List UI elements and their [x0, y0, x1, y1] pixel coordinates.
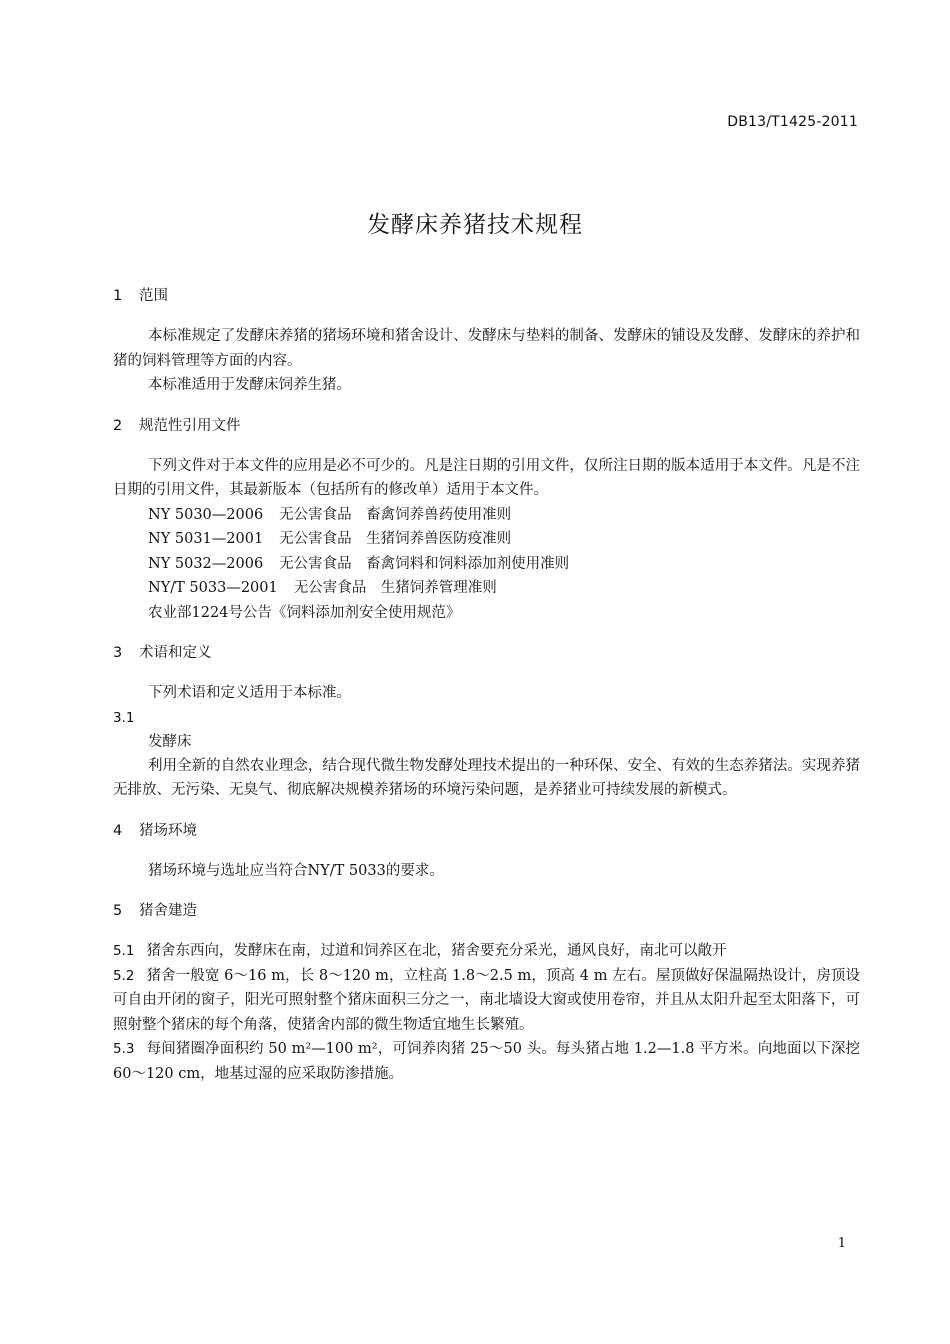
page-number: 1	[837, 1236, 846, 1251]
term-definition: 利用全新的自然农业理念，结合现代微生物发酵处理技术提出的一种环保、安全、有效的生态养猪法。实现养猪无排放、无污染、无臭气、彻底解决规模养猪场的环境污染问题，是养猪业可持续发展的新模式。	[113, 757, 860, 798]
clause-text: 每间猪圈净面积约 50 m²—100 m²，可饲养肉猪 25～50 头。每头猪占地 1.2—1.8 平方米。向地面以下深挖 60～120 cm，地基过湿的应采取防渗措施。	[113, 1041, 860, 1082]
section-number: 3	[113, 645, 123, 661]
section-title: 术语和定义	[139, 645, 212, 661]
section-title: 规范性引用文件	[139, 417, 241, 434]
reference-item	[113, 527, 860, 552]
clause	[113, 964, 860, 1038]
section-heading	[113, 899, 860, 923]
paragraph: 猪场环境与选址应当符合NY/T 5033的要求。	[148, 862, 444, 879]
reference-title: 无公害食品 生猪饲养管理准则	[293, 580, 497, 596]
section-heading	[113, 284, 860, 308]
section-number: 5	[113, 903, 123, 919]
document-code: DB13/T1425-2011	[727, 114, 858, 130]
document-body	[113, 284, 860, 1086]
section-heading	[113, 819, 860, 843]
reference-item	[113, 552, 860, 577]
term-number: 3.1	[113, 709, 135, 726]
paragraph: 下列术语和定义适用于本标准。	[148, 685, 351, 701]
section-title: 范围	[139, 288, 168, 304]
clause-number: 5.2	[113, 967, 135, 984]
reference-title: 无公害食品 畜禽饲料和饲料添加剂使用准则	[279, 555, 570, 572]
reference-title: 无公害食品 生猪饲养兽医防疫准则	[279, 531, 512, 547]
section-heading	[113, 641, 860, 665]
reference-code: NY 5032—2006	[148, 555, 264, 572]
paragraph: 本标准规定了发酵床养猪的猪场环境和猪舍设计、发酵床与垫料的制备、发酵床的铺设及发酵、发酵床的养护和猪的饲料管理等方面的内容。	[113, 328, 860, 369]
reference-code: NY 5030—2006	[148, 506, 264, 523]
reference-code: NY/T 5033—2001	[148, 580, 278, 596]
clause-text: 猪舍东西向，发酵床在南，过道和饲养区在北，猪舍要充分采光，通风良好，南北可以敞开	[146, 943, 727, 959]
term-name: 发酵床	[148, 733, 192, 750]
document-title: 发酵床养猪技术规程	[367, 212, 583, 238]
section-title: 猪舍建造	[139, 903, 197, 919]
section-number: 4	[113, 822, 123, 839]
section-heading	[113, 414, 860, 438]
reference-code: NY 5031—2001	[148, 531, 264, 547]
reference-title: 无公害食品 畜禽饲养兽药使用准则	[279, 506, 512, 523]
paragraph: 本标准适用于发酵床饲养生猪。	[148, 377, 351, 393]
clause	[113, 939, 860, 964]
clause-number: 5.3	[113, 1041, 135, 1057]
section-number: 1	[113, 288, 123, 304]
reference-item: 农业部1224号公告《饲料添加剂安全使用规范》	[148, 604, 461, 621]
clause	[113, 1037, 860, 1086]
reference-item	[113, 503, 860, 528]
clause-number: 5.1	[113, 943, 135, 959]
clause-text: 猪舍一般宽 6～16 m，长 8～120 m，立柱高 1.8～2.5 m，顶高 4 m 左右。屋顶做好保温隔热设计，房顶设可自由开闭的窗子，阳光可照射整个猪床面积三分之一，南北墙设大窗或使用卷帘，并且从太阳升起至太阳落下，可照射整个猪床的每个角落，使猪舍内部的微生物适宜地生长繁殖。	[113, 967, 860, 1033]
paragraph: 下列文件对于本文件的应用是必不可少的。凡是注日期的引用文件，仅所注日期的版本适用于本文件。凡是不注日期的引用文件，其最新版本（包括所有的修改单）适用于本文件。	[113, 457, 860, 498]
section-number: 2	[113, 417, 123, 434]
section-title: 猪场环境	[139, 822, 197, 839]
reference-item	[113, 576, 860, 601]
